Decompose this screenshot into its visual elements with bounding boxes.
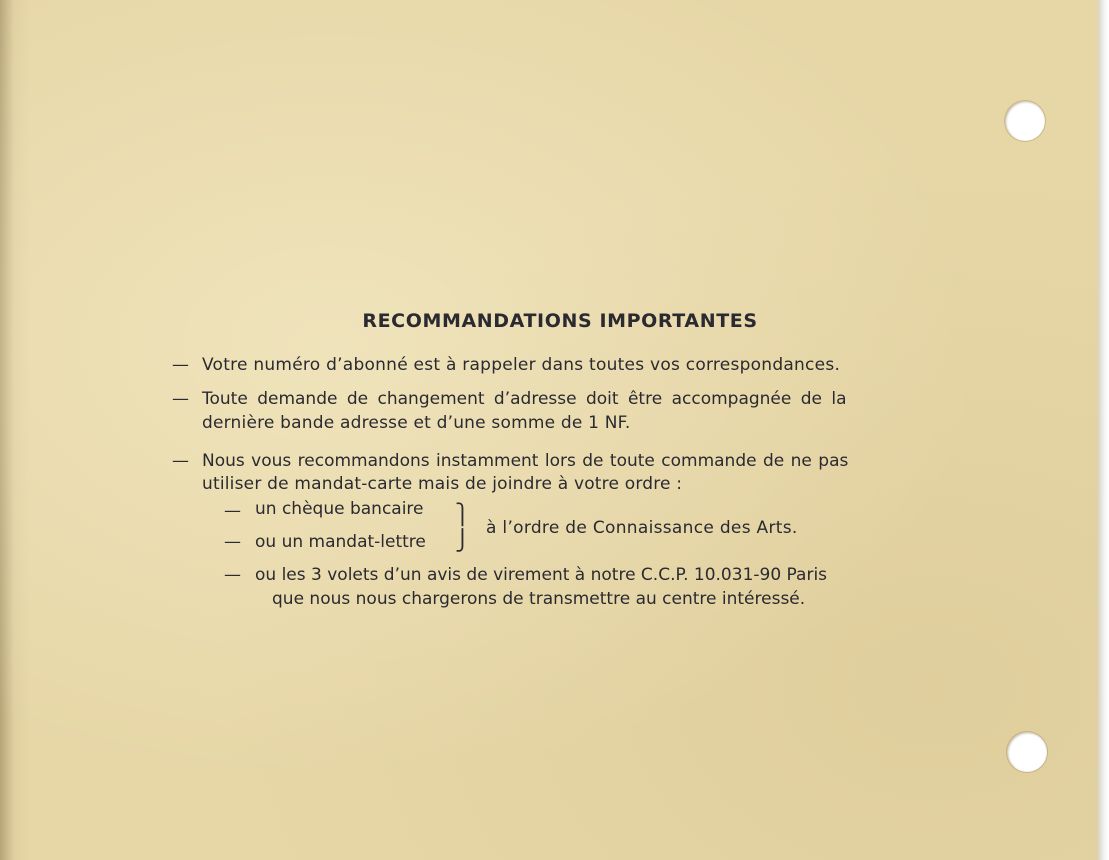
item-1-line-1: Votre numéro d’abonné est à rappeler dans toutes vos correspondances. bbox=[202, 355, 841, 375]
item-dash: — bbox=[172, 389, 189, 409]
document-title: RECOMMANDATIONS IMPORTANTES bbox=[362, 310, 758, 332]
punch-hole-bottom bbox=[1007, 732, 1047, 772]
item-dash: — bbox=[172, 355, 189, 375]
brace-bottom: ⎭ bbox=[455, 528, 470, 552]
item-3-line-2: utiliser de mandat-carte mais de joindre à votre ordre : bbox=[202, 474, 683, 494]
brace-top: ⎫ bbox=[455, 502, 470, 526]
scan-edge bbox=[1098, 0, 1109, 860]
subitem-dash: — bbox=[224, 501, 241, 521]
item-3-line-1: Nous vous recommandons instamment lors de toute commande de ne pas bbox=[202, 451, 849, 471]
subitem-mandat-lettre: ou un mandat-lettre bbox=[255, 532, 426, 552]
punch-hole-top bbox=[1005, 101, 1045, 141]
subitem-dash: — bbox=[224, 532, 241, 552]
item-dash: — bbox=[172, 451, 189, 471]
item-2-line-1: Toute demande de changement d’adresse doit être accompagnée de la bbox=[202, 389, 847, 409]
subitem-dash: — bbox=[224, 565, 241, 585]
brace-text: à l’ordre de Connaissance des Arts. bbox=[486, 518, 798, 538]
subitem-cheque: un chèque bancaire bbox=[255, 499, 424, 519]
subitem-virement-line-1: ou les 3 volets d’un avis de virement à notre C.C.P. 10.031-90 Paris bbox=[255, 565, 828, 585]
subitem-virement-line-2: que nous nous chargerons de transmettre au centre intéressé. bbox=[272, 589, 806, 609]
item-2-line-2: dernière bande adresse et d’une somme de 1 NF. bbox=[202, 413, 631, 433]
